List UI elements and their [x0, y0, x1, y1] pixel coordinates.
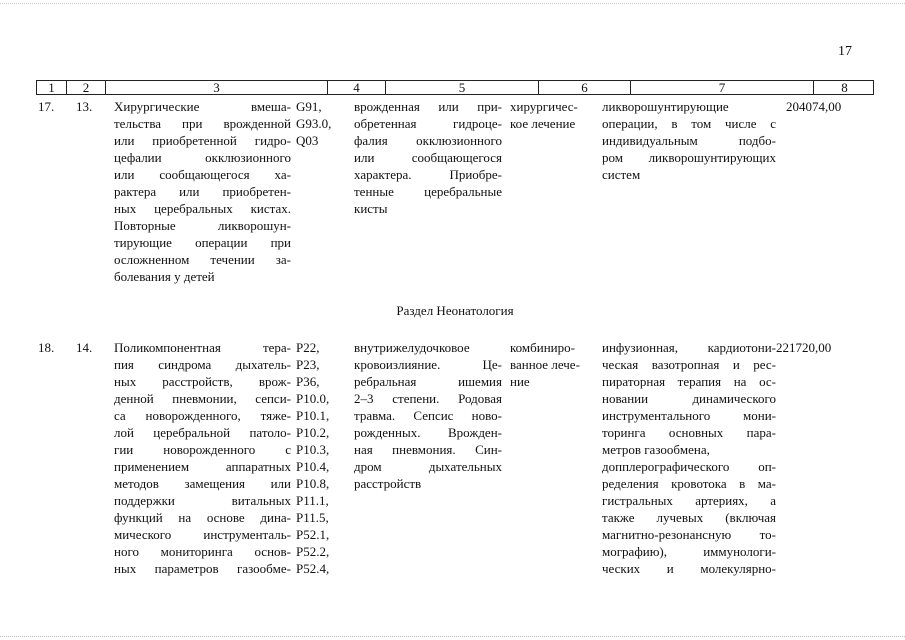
row-number: 17. [38, 99, 55, 114]
text-line: мографию), иммунологи- [602, 544, 776, 559]
scan-artifact-bottom [0, 636, 905, 638]
procedure-name [114, 98, 291, 285]
text-line: индивидуальным подбо- [602, 133, 776, 148]
text-line: осложненном течении за- [114, 252, 291, 267]
treatment-type [510, 98, 596, 132]
text-line: метров газообмена, [602, 442, 710, 457]
header-cell-3: 3 [106, 81, 328, 94]
text-line: Хирургические вмеша- [114, 99, 291, 114]
text-line: гистральных артериях, а [602, 493, 776, 508]
text-line: врожденная или при- [354, 99, 502, 114]
header-cell-6: 6 [539, 81, 631, 94]
header-cell-1: 1 [37, 81, 67, 94]
text-line: ликворошунтирующие [602, 99, 729, 114]
group-number: 14. [76, 340, 93, 355]
text-line: цефалии окклюзионного [114, 150, 291, 165]
text-line: кровоизлияние. Це- [354, 357, 502, 372]
text-line: систем [602, 167, 641, 182]
icd-code: P23, [296, 357, 320, 372]
text-line: внутрижелудочковое [354, 340, 470, 355]
text-line: гии новорожденного с [114, 442, 291, 457]
text-line: инструментального мони- [602, 408, 776, 423]
text-line: ных параметров газообме- [114, 561, 291, 576]
text-line: ного мониторинга основ- [114, 544, 291, 559]
text-line: пираторная терапия на ос- [602, 374, 776, 389]
icd-code: P10.3, [296, 442, 330, 457]
text-line: хирургичес- [510, 99, 578, 114]
text-line: фалия окклюзионного [354, 133, 502, 148]
text-line: применением аппаратных [114, 459, 291, 474]
icd-codes [296, 339, 348, 577]
icd-code: P52.1, [296, 527, 330, 542]
patient-model [354, 98, 502, 217]
row-number: 18. [38, 340, 55, 355]
text-line: лой церебральной патоло- [114, 425, 291, 440]
text-line: ческих и молекулярно- [602, 561, 776, 576]
icd-code: P36, [296, 374, 320, 389]
text-line: тирующие операции при [114, 235, 291, 250]
text-line: ная пневмония. Син- [354, 442, 502, 457]
text-line: комбиниро- [510, 340, 575, 355]
text-line: травма. Сепсис ново- [354, 408, 502, 423]
text-line: также лучевых (включая [602, 510, 776, 525]
text-line: ческая вазотропная и рес- [602, 357, 776, 372]
text-line: характера. Приобре- [354, 167, 502, 182]
text-line: или приобретенной гидро- [114, 133, 291, 148]
text-line: допплерографического оп- [602, 459, 776, 474]
text-line: мического инструменталь- [114, 527, 291, 542]
text-line: ределения кровотока в ма- [602, 476, 776, 491]
text-line: кисты [354, 201, 388, 216]
patient-model [354, 339, 502, 492]
text-line: кое лечение [510, 116, 576, 131]
text-line: са новорожденного, тяже- [114, 408, 291, 423]
text-line: магнитно-резонансную то- [602, 527, 776, 542]
text-line: тенные церебральные [354, 184, 502, 199]
text-line: ние [510, 374, 530, 389]
text-line: обретенная гидроце- [354, 116, 502, 131]
icd-code: P10.0, [296, 391, 330, 406]
text-line: тельства при врожденной [114, 116, 291, 131]
text-line: торинга основных пара- [602, 425, 776, 440]
text-line: ных церебральных кистах. [114, 201, 291, 216]
cost-value: 204074,00 [786, 99, 842, 114]
icd-code: P10.2, [296, 425, 330, 440]
text-line: новании динамического [602, 391, 776, 406]
text-line: ребральная ишемия [354, 374, 502, 389]
text-line: рожденных. Врожден- [354, 425, 502, 440]
icd-code: G93.0, [296, 116, 332, 131]
icd-code: P11.1, [296, 493, 329, 508]
cost-value: 221720,00 [776, 340, 832, 355]
table-header-row [36, 80, 874, 95]
icd-code: P10.1, [296, 408, 330, 423]
text-line: Повторные ликворошун- [114, 218, 291, 233]
page-number: 17 [838, 44, 852, 59]
text-line: или сообщающегося ха- [114, 167, 291, 182]
text-line: денной пневмонии, сепси- [114, 391, 291, 406]
icd-code: P11.5, [296, 510, 329, 525]
text-line: операции, в том числе с [602, 116, 776, 131]
icd-code: G91, [296, 99, 322, 114]
text-line: ных расстройств, врож- [114, 374, 291, 389]
header-cell-8: 8 [841, 80, 848, 95]
text-line: ванное лече- [510, 357, 580, 372]
treatment-method [602, 98, 776, 183]
text-line: функций на основе дина- [114, 510, 291, 525]
scan-artifact-top [0, 3, 905, 5]
text-line: инфузионная, кардиотони- [602, 340, 776, 355]
treatment-method [602, 339, 776, 577]
text-line: ром ликворошунтирующих [602, 150, 776, 165]
header-cell-2: 2 [67, 81, 106, 94]
header-cell-4: 4 [328, 81, 386, 94]
icd-code: P22, [296, 340, 320, 355]
icd-code: P10.4, [296, 459, 330, 474]
text-line: методов замещения или [114, 476, 291, 491]
procedure-name [114, 339, 291, 577]
text-line: Поликомпонентная тера- [114, 340, 291, 355]
text-line: 2–3 степени. Родовая [354, 391, 502, 406]
section-title: Раздел Неонатология [396, 303, 514, 318]
text-line: расстройств [354, 476, 422, 491]
icd-codes [296, 98, 348, 149]
text-line: или сообщающегося [354, 150, 502, 165]
icd-code: P10.8, [296, 476, 330, 491]
header-cell-7: 7 [631, 81, 814, 94]
text-line: дром дыхательных [354, 459, 502, 474]
text-line: болевания у детей [114, 269, 215, 284]
treatment-type [510, 339, 596, 390]
text-line: рактера или приобретен- [114, 184, 291, 199]
group-number: 13. [76, 99, 93, 114]
icd-code: Q03 [296, 133, 319, 148]
icd-code: P52.4, [296, 561, 330, 576]
text-line: пия синдрома дыхатель- [114, 357, 291, 372]
icd-code: P52.2, [296, 544, 330, 559]
text-line: поддержки витальных [114, 493, 291, 508]
header-cell-5: 5 [386, 81, 539, 94]
